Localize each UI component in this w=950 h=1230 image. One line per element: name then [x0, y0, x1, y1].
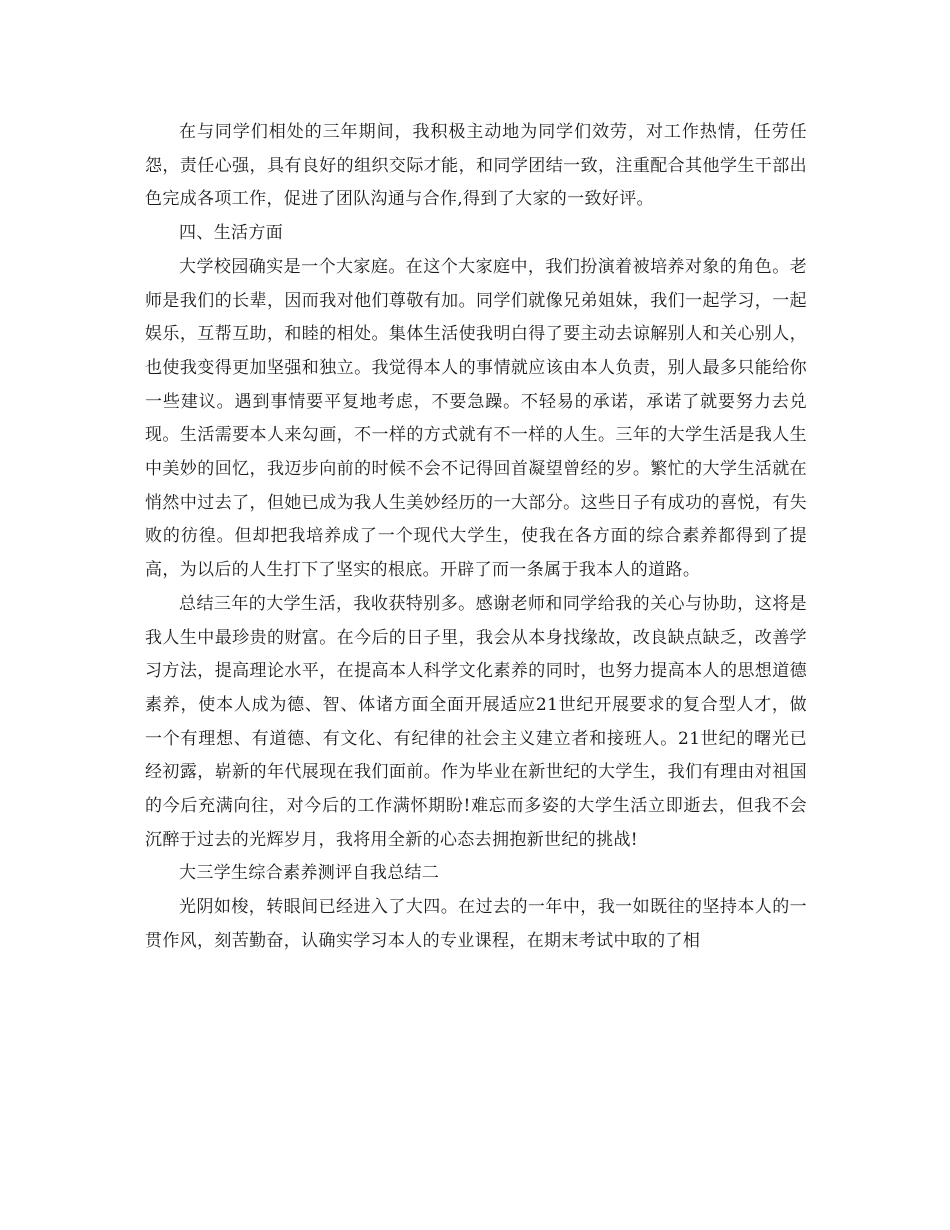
section-heading-life: 四、生活方面 — [179, 223, 284, 244]
paragraph-teamwork: 在与同学们相处的三年期间，我积极主动地为同学们效劳，对工作热情，任劳任怨，责任心强，具有良好的组织交际才能，和同学团结一致，注重配合其他学生干部出色完成各项工作，促进了团队沟通与合作,得到了大家的一致好评。 — [145, 122, 807, 210]
document-page — [145, 116, 807, 959]
paragraph-senior-year: 光阴如梭，转眼间已经进入了大四。在过去的一年中，我一如既往的坚持本人的一贯作风，刻苦勤奋，认确实学习本人的专业课程，在期末考试中取的了相 — [145, 897, 807, 951]
paragraph-campus-life: 大学校园确实是一个大家庭。在这个大家庭中，我们扮演着被培养对象的角色。老师是我们的长辈，因而我对他们尊敬有加。同学们就像兄弟姐妹，我们一起学习，一起娱乐，互帮互助，和睦的相处。集体生活使我明白得了要主动去谅解别人和关心别人，也使我变得更加坚强和独立。我觉得本人的事情就应该由本人负责，别人最多只能给你一些建议。遇到事情要平复地考虑，不要急躁。不轻易的承诺，承诺了就要努力去兑现。生活需要本人来勾画，不一样的方式就有不一样的人生。三年的大学生活是我人生中美妙的回忆，我迈步向前的时候不会不记得回首凝望曾经的岁。繁忙的大学生活就在悄然中过去了，但她已成为我人生美妙经历的一大部分。这些日子有成功的喜悦，有失败的彷徨。但却把我培养成了一个现代大学生，使我在各方面的综合素养都得到了提高，为以后的人生打下了坚实的根底。开辟了而一条属于我本人的道路。 — [145, 256, 807, 581]
paragraph-summary: 总结三年的大学生活，我收获特别多。感谢老师和同学给我的关心与协助，这将是我人生中最珍贵的财富。在今后的日子里，我会从本身找缘故，改良缺点缺乏，改善学习方法，提高理论水平，在提高本人科学文化素养的同时，也努力提高本人的思想道德素养，使本人成为德、智、体诸方面全面开展适应21世纪开展要求的复合型人才，做一个有理想、有道德、有文化、有纪律的社会主义建立者和接班人。21世纪的曙光已经初露，崭新的年代展现在我们面前。作为毕业在新世纪的大学生，我们有理由对祖国的今后充满向往，对今后的工作满怀期盼!难忘而多姿的大学生活立即逝去，但我不会沉醉于过去的光辉岁月，我将用全新的心态去拥抱新世纪的挑战! — [145, 593, 807, 850]
section-heading-summary-two: 大三学生综合素养测评自我总结二 — [179, 863, 440, 884]
